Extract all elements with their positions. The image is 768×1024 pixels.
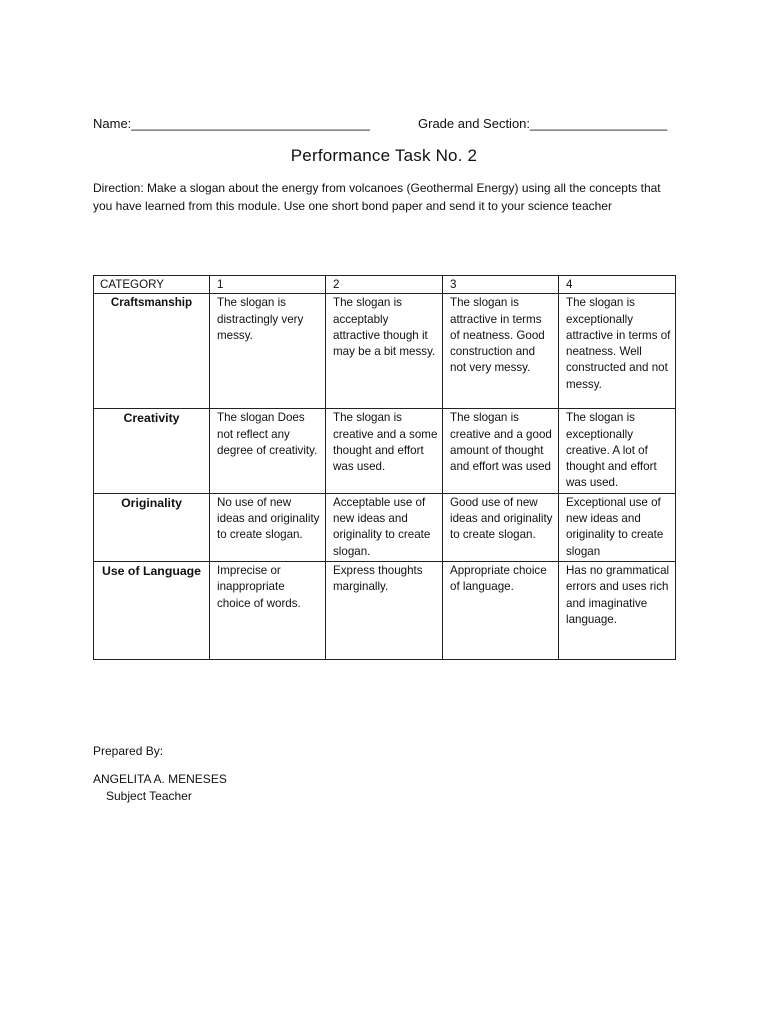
rubric-row-use-of-language <box>94 561 676 659</box>
rubric-cell: The slogan is acceptably attractive though it may be a bit messy. <box>326 294 443 409</box>
rubric-cell: The slogan is attractive in terms of neatness. Good construction and not very messy. <box>443 294 559 409</box>
rubric-cell: The slogan is distractingly very messy. <box>210 294 326 409</box>
rubric-cell: Good use of new ideas and originality to create slogan. <box>443 493 559 561</box>
rubric-category: Use of Language <box>94 561 210 659</box>
rubric-table <box>93 275 676 660</box>
rubric-row-originality <box>94 493 676 561</box>
rubric-cell: Express thoughts marginally. <box>326 561 443 659</box>
rubric-header-score-4: 4 <box>559 276 676 294</box>
name-field-label: Name:_________________________________ <box>93 116 370 131</box>
rubric-cell: The slogan is exceptionally attractive in terms of neatness. Well constructed and not messy. <box>559 294 676 409</box>
teacher-role: Subject Teacher <box>106 789 192 803</box>
teacher-name: ANGELITA A. MENESES <box>93 772 227 786</box>
rubric-category: Creativity <box>94 409 210 493</box>
rubric-header-score-3: 3 <box>443 276 559 294</box>
rubric-header-score-2: 2 <box>326 276 443 294</box>
rubric-cell: The slogan Does not reflect any degree of creativity. <box>210 409 326 493</box>
grade-section-field-label: Grade and Section:___________________ <box>418 116 668 131</box>
rubric-row-creativity <box>94 409 676 493</box>
rubric-header-score-1: 1 <box>210 276 326 294</box>
rubric-cell: Has no grammatical errors and uses rich and imaginative language. <box>559 561 676 659</box>
prepared-by-label: Prepared By: <box>93 744 164 758</box>
rubric-category: Craftsmanship <box>94 294 210 409</box>
rubric-row-craftsmanship <box>94 294 676 409</box>
rubric-cell: The slogan is creative and a good amount of thought and effort was used <box>443 409 559 493</box>
direction-text: Direction: Make a slogan about the energy from volcanoes (Geothermal Energy) using all the concepts that you have learned from this module. Use one short bond paper and send it to your science teacher <box>93 181 661 213</box>
rubric-cell: Acceptable use of new ideas and originality to create slogan. <box>326 493 443 561</box>
rubric-cell: The slogan is exceptionally creative. A lot of thought and effort was used. <box>559 409 676 493</box>
rubric-cell: No use of new ideas and originality to create slogan. <box>210 493 326 561</box>
rubric-cell: Imprecise or inappropriate choice of words. <box>210 561 326 659</box>
rubric-cell: Appropriate choice of language. <box>443 561 559 659</box>
rubric-header-row <box>94 276 676 294</box>
page-title: Performance Task No. 2 <box>290 146 478 165</box>
rubric-header-category: CATEGORY <box>94 276 210 294</box>
rubric-cell: Exceptional use of new ideas and originality to create slogan <box>559 493 676 561</box>
rubric-category: Originality <box>94 493 210 561</box>
rubric-cell: The slogan is creative and a some thought and effort was used. <box>326 409 443 493</box>
header-row <box>93 116 683 131</box>
